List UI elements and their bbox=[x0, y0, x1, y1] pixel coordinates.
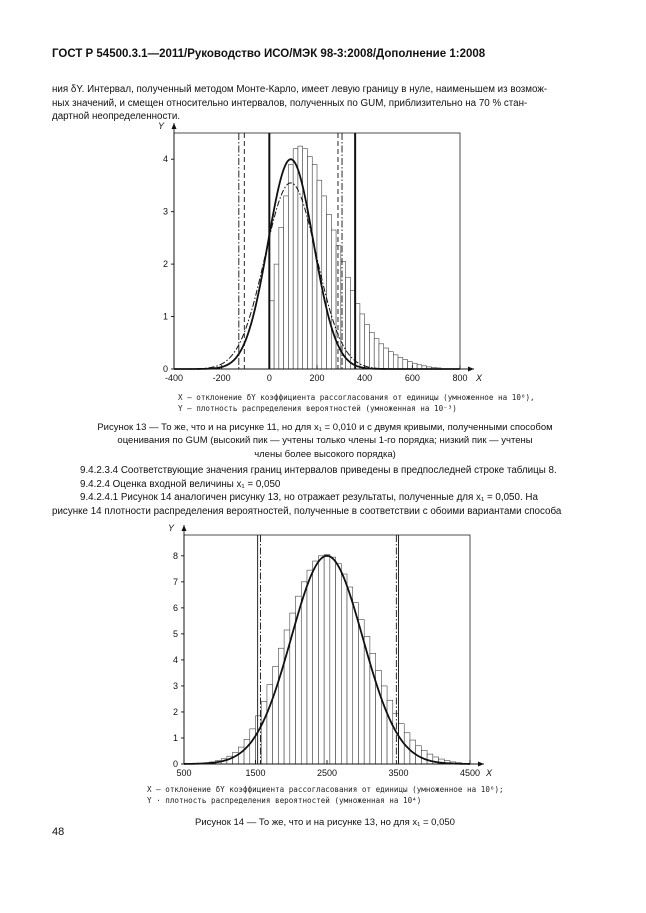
histogram-bar bbox=[331, 230, 336, 369]
section-line: 9.4.2.3.4 Соответствующие значения границ интервалов приведены в предпоследней строке таблицы 8. bbox=[80, 465, 557, 476]
histogram-bar bbox=[336, 564, 342, 764]
section-line: 9.4.2.4 Оценка входной величины x₁ = 0,050 bbox=[80, 478, 281, 490]
figure-14-axis-legend bbox=[147, 784, 504, 806]
section-line: 9.4.2.4.1 Рисунок 14 аналогичен рисунку 13, но отражает результаты, полученные для x₁ = 0,050. На bbox=[80, 492, 538, 504]
histogram-bar bbox=[387, 700, 393, 764]
page-number: 48 bbox=[52, 826, 65, 838]
histogram-bar bbox=[307, 157, 312, 369]
histogram-bar bbox=[318, 556, 324, 764]
x-axis-label: X bbox=[486, 768, 493, 778]
figure-13-axis-legend bbox=[178, 392, 535, 414]
histogram-bar bbox=[427, 754, 433, 764]
y-tick-label: 3 bbox=[162, 206, 168, 217]
x-tick-label: 0 bbox=[266, 373, 272, 383]
y-tick-label: 0 bbox=[162, 364, 168, 374]
axis-legend-y: Y · плотность распределения вероятностей (умноженная на 10⁴) bbox=[147, 796, 422, 805]
histogram-bar bbox=[403, 360, 408, 369]
histogram-bar bbox=[369, 332, 374, 369]
y-tick-label: 1 bbox=[172, 732, 178, 743]
x-tick-label: 4500 bbox=[459, 768, 481, 778]
x-axis-arrow bbox=[468, 367, 474, 372]
histogram-bar bbox=[360, 314, 365, 369]
histogram-bar bbox=[381, 686, 387, 764]
histogram-bar bbox=[330, 557, 336, 764]
figure-14-caption: Рисунок 14 — То же, что и на рисунке 13, но для x₁ = 0,050 bbox=[195, 817, 455, 828]
x-tick-label: 500 bbox=[176, 768, 192, 778]
histogram-bar bbox=[353, 603, 359, 764]
histogram-bar bbox=[250, 729, 256, 764]
histogram-bar bbox=[274, 264, 279, 369]
y-tick-label: 4 bbox=[172, 654, 178, 665]
y-axis-label: Y bbox=[167, 523, 174, 533]
x-tick-label: 2500 bbox=[316, 768, 338, 778]
histogram-bar bbox=[374, 339, 379, 369]
x-tick-label: 1500 bbox=[245, 768, 266, 778]
histogram-bar bbox=[347, 587, 353, 764]
histogram-bar bbox=[379, 344, 384, 369]
histogram-bar bbox=[273, 666, 279, 764]
intro-line: дартной неопределенности. bbox=[52, 111, 181, 123]
intro-line: ных значений, и смещен относительно интервалов, полученных по GUM, приблизительно на 70 % стан- bbox=[52, 97, 528, 109]
y-tick-label: 0 bbox=[172, 759, 178, 769]
histogram-bar bbox=[324, 555, 330, 764]
histogram-bar bbox=[393, 713, 399, 764]
histogram-bar bbox=[327, 214, 332, 369]
x-tick-label: 200 bbox=[309, 373, 325, 383]
figure-13-chart bbox=[150, 122, 495, 390]
histogram-bar bbox=[393, 355, 398, 369]
axis-legend-y: Y — плотность распределения вероятностей (умноженная на 10⁻³) bbox=[178, 404, 457, 413]
histogram-bar bbox=[313, 561, 319, 764]
histogram-bar bbox=[322, 196, 327, 369]
y-axis-arrow bbox=[182, 525, 187, 531]
caption-line: члены более высокого порядка) bbox=[254, 448, 396, 460]
figure-13-caption bbox=[52, 421, 598, 461]
y-tick-label: 3 bbox=[172, 680, 178, 691]
y-tick-label: 7 bbox=[172, 576, 178, 587]
y-axis-arrow bbox=[172, 123, 177, 129]
y-tick-label: 8 bbox=[172, 550, 178, 561]
x-tick-label: -200 bbox=[212, 373, 231, 383]
section-line: рисунке 14 плотности распределения вероятностей, полученные в соответствии с обоими вариантами способа bbox=[52, 505, 562, 517]
intro-paragraph bbox=[52, 83, 598, 124]
histogram-bar bbox=[279, 227, 284, 369]
x-tick-label: 400 bbox=[357, 373, 373, 383]
histogram-bar bbox=[384, 348, 389, 369]
histogram-bar bbox=[261, 702, 267, 764]
histogram-bar bbox=[244, 739, 250, 764]
histogram-bar bbox=[293, 149, 298, 369]
x-tick-label: 800 bbox=[452, 373, 468, 383]
histogram-bar bbox=[341, 574, 347, 764]
y-tick-label: 4 bbox=[162, 154, 168, 165]
histogram-bar bbox=[365, 324, 370, 369]
histogram-bar bbox=[408, 362, 413, 369]
histogram-bar bbox=[288, 164, 293, 369]
x-axis-arrow bbox=[478, 762, 484, 767]
histogram-bar bbox=[284, 196, 289, 369]
caption-line: Рисунок 13 — То же, что и на рисунке 11, но для x₁ = 0,010 и с двумя кривыми, полученными способом bbox=[97, 422, 553, 433]
histogram-bar bbox=[267, 685, 273, 764]
histogram-bar bbox=[307, 570, 313, 764]
histogram-bar bbox=[389, 352, 394, 369]
histogram-bar bbox=[301, 582, 307, 764]
page-header: ГОСТ Р 54500.3.1—2011/Руководство ИСО/МЭК 98-3:2008/Дополнение 1:2008 bbox=[52, 48, 486, 60]
y-tick-label: 1 bbox=[162, 311, 168, 322]
y-tick-label: 2 bbox=[172, 706, 178, 717]
y-tick-label: 5 bbox=[172, 628, 178, 639]
axis-legend-x: X — отклонение δY коэффициента рассогласования от единицы (умноженное на 10⁶); bbox=[147, 785, 504, 794]
figure-14-chart bbox=[160, 520, 500, 782]
intro-line: ния δY. Интервал, полученный методом Монте-Карло, имеет левую границу в нуле, наименьшем из возмож- bbox=[52, 84, 548, 95]
x-tick-label: 600 bbox=[404, 373, 420, 383]
section-text bbox=[52, 464, 598, 518]
caption-line: оценивания по GUM (высокий пик — учтены только члены 1-го порядка; низкий пик — учтены bbox=[117, 435, 533, 447]
x-axis-label: X bbox=[476, 373, 483, 383]
histogram-bar bbox=[303, 149, 308, 369]
y-axis-label: Y bbox=[157, 122, 164, 131]
x-tick-label: -400 bbox=[164, 373, 184, 383]
histogram-bar bbox=[398, 357, 403, 369]
x-tick-label: 3500 bbox=[388, 768, 409, 778]
y-tick-label: 2 bbox=[162, 259, 168, 270]
y-tick-label: 6 bbox=[172, 602, 178, 613]
histogram-bar bbox=[312, 164, 317, 369]
axis-legend-x: X — отклонение δY коэффициента рассогласования от единицы (умноженное на 10⁶), bbox=[178, 393, 535, 402]
